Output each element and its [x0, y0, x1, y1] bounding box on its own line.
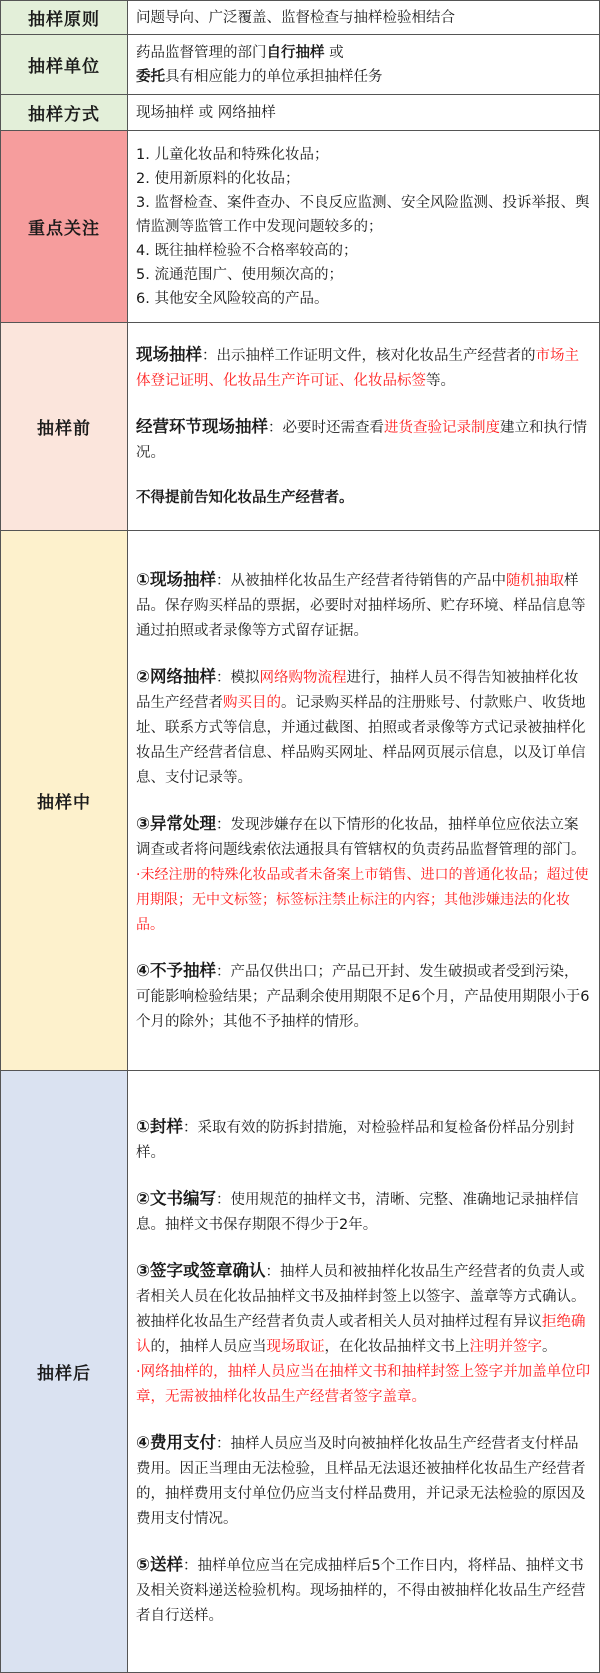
spacer: [136, 394, 591, 414]
focus-item: 2. 使用新原料的化妆品；: [136, 170, 300, 187]
row-before: [1, 323, 600, 531]
after-seal: ①封样：采取有效的防拆封措施，对检验样品和复检备份样品分别封样。: [136, 1117, 575, 1161]
during-online: ②网络抽样：模拟网络购物流程进行，抽样人员不得告知被抽样化妆品生产经营者购买目的。记录购买样品的注册账号、付款账户、收货地址、联系方式等信息，并通过截图、拍照或者录像等方式记录被抽样化妆品生产经营者信息、样品购买网址、样品网页展示信息，以及订单信息、支付记录等。: [136, 666, 586, 786]
spacer: [136, 1166, 591, 1186]
before-content: [128, 323, 600, 531]
during-abnormal-note: ·未经注册的特殊化妆品或者未备案上市销售、进口的普通化妆品；超过使用期限；无中文标签；标签标注禁止标注的内容；其他涉嫌违法的化妆品。: [136, 866, 589, 933]
header-before: 抽样前: [1, 323, 128, 531]
spacer: [136, 1410, 591, 1430]
during-refuse: ④不予抽样：产品仅供出口；产品已开封、发生破损或者受到污染，可能影响检验结果；产品剩余使用期限不足6个月，产品使用期限小于6个月的除外；其他不予抽样的情形。: [136, 960, 590, 1030]
header-method: 抽样方式: [1, 95, 128, 131]
before-business: 经营环节现场抽样：必要时还需查看进货查验记录制度建立和执行情况。: [136, 417, 587, 461]
after-signature-note: ·网络抽样的，抽样人员应当在抽样文书和抽样封签上签字并加盖单位印章，无需被抽样化妆品生产经营者签字盖章。: [136, 1364, 591, 1405]
spacer: [136, 791, 591, 811]
header-unit: 抽样单位: [1, 35, 128, 95]
spacer: [136, 1238, 591, 1258]
focus-list: [128, 131, 600, 323]
row-unit: [1, 35, 600, 95]
before-onsite: 现场抽样：出示抽样工作证明文件，核对化妆品生产经营者的市场主体登记证明、化妆品生产许可证、化妆品标签等。: [136, 345, 579, 389]
spacer: [136, 1532, 591, 1552]
principle-text: 问题导向、广泛覆盖、监督检查与抽样检验相结合: [128, 1, 600, 35]
spacer: [136, 466, 591, 486]
focus-item: 4. 既往抽样检验不合格率较高的；: [136, 242, 358, 259]
during-abnormal: ③异常处理：发现涉嫌存在以下情形的化妆品，抽样单位应依法立案调查或者将问题线索依法通报具有管辖权的负责药品监督管理的部门。: [136, 813, 586, 858]
method-text: 现场抽样 或 网络抽样: [128, 95, 600, 131]
unit-text: 药品监督管理的部门自行抽样 或 委托具有相应能力的单位承担抽样任务: [128, 35, 600, 95]
focus-item: 1. 儿童化妆品和特殊化妆品；: [136, 146, 329, 163]
row-during: [1, 531, 600, 1071]
after-documents: ②文书编写：使用规范的抽样文书，清晰、完整、准确地记录抽样信息。抽样文书保存期限不得少于2年。: [136, 1189, 579, 1233]
row-method: [1, 95, 600, 131]
spacer: [136, 644, 591, 664]
header-after: 抽样后: [1, 1071, 128, 1673]
after-delivery: ⑤送样：抽样单位应当在完成抽样后5个工作日内，将样品、抽样文书及相关资料递送检验机构。现场抽样的，不得由被抽样化妆品生产经营者自行送样。: [136, 1555, 586, 1624]
focus-item: 6. 其他安全风险较高的产品。: [136, 290, 329, 307]
focus-item: 5. 流通范围广、使用频次高的；: [136, 266, 343, 283]
during-onsite: ①现场抽样：从被抽样化妆品生产经营者待销售的产品中随机抽取样品。保存购买样品的票据，必要时对抽样场所、贮存环境、样品信息等通过拍照或者录像等方式留存证据。: [136, 569, 586, 639]
row-focus: [1, 131, 600, 323]
header-during: 抽样中: [1, 531, 128, 1071]
after-signature: ③签字或签章确认：抽样人员和被抽样化妆品生产经营者的负责人或者相关人员在化妆品抽样文书及抽样封签上以签字、盖章等方式确认。被抽样化妆品生产经营者负责人或者相关人员对抽样过程有异议拒绝确认的，抽样人员应当现场取证，在化妆品抽样文书上注明并签字。: [136, 1261, 586, 1355]
spacer: [136, 938, 591, 958]
after-content: [128, 1071, 600, 1673]
focus-item: 3. 监督检查、案件查办、不良反应监测、安全风险监测、投诉举报、舆情监测等监管工作中发现问题较多的；: [136, 194, 590, 235]
row-after: [1, 1071, 600, 1673]
header-principle: 抽样原则: [1, 1, 128, 35]
during-content: [128, 531, 600, 1071]
before-warning: 不得提前告知化妆品生产经营者。: [136, 490, 354, 506]
after-payment: ④费用支付：抽样人员应当及时向被抽样化妆品生产经营者支付样品费用。因正当理由无法检验，且样品无法退还被抽样化妆品生产经营者的，抽样费用支付单位仍应当支付样品费用，并记录无法检验的原因及费用支付情况。: [136, 1433, 586, 1527]
header-focus: 重点关注: [1, 131, 128, 323]
row-principle: [1, 1, 600, 35]
